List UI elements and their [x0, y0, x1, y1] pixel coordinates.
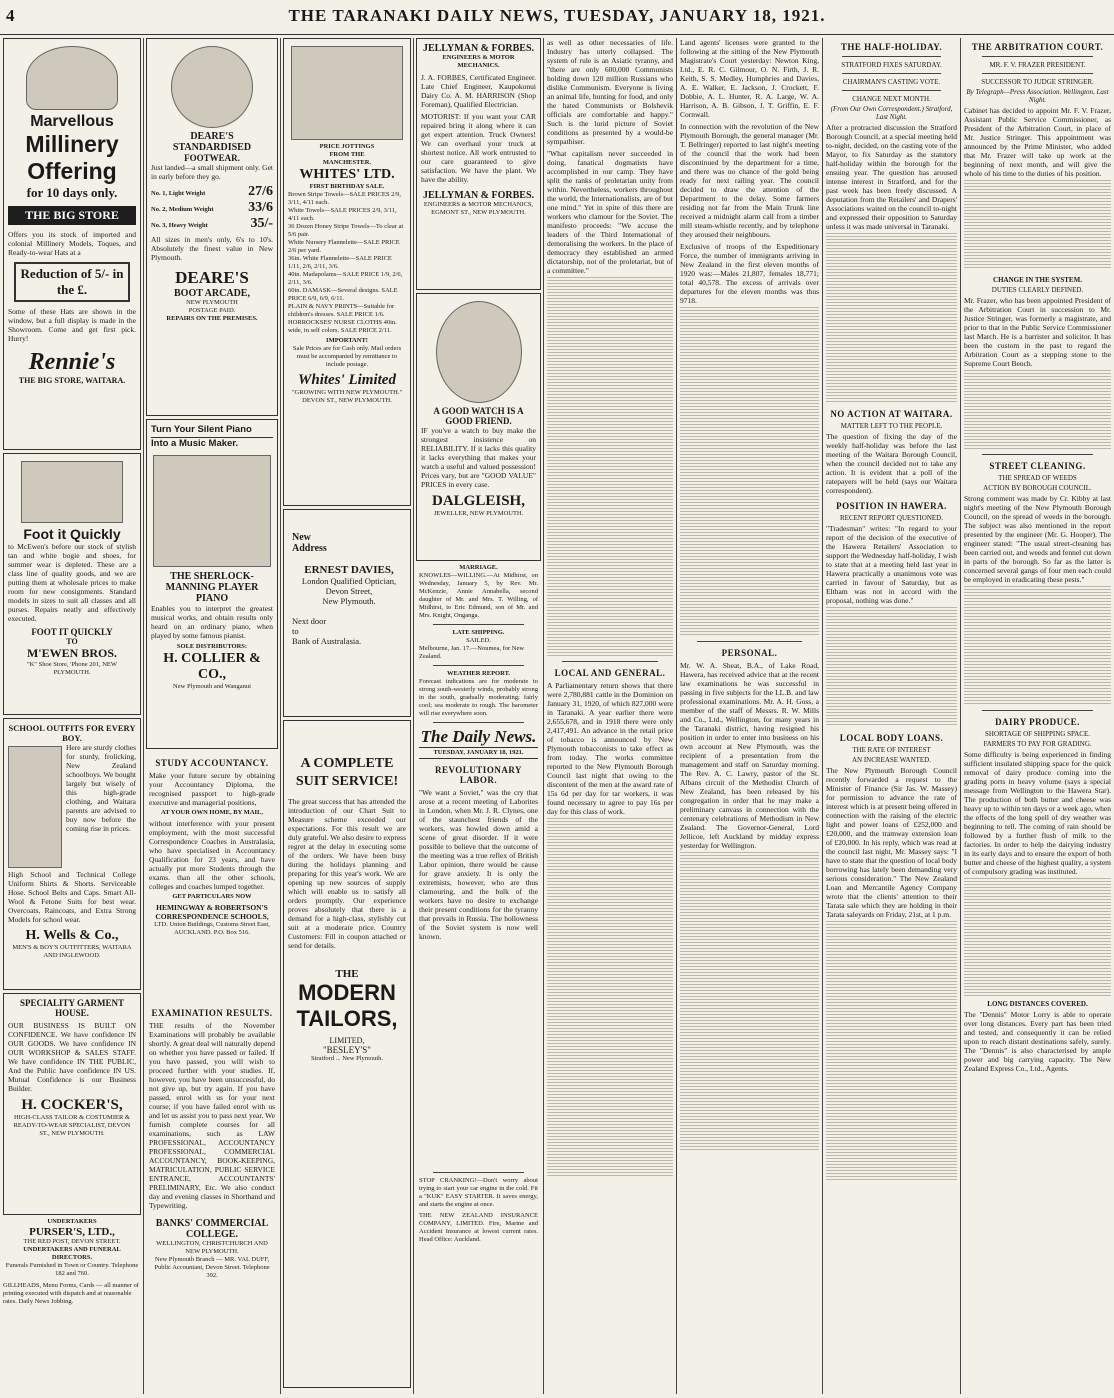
article-text: Mr. W. A. Sheat, B.A., of Lake Road, Hawera, has received advice that at the recent law examinations he was successful in passing in five subjects for the LL.B. and law professional examinations. Mr. A. H. Goss, a member of the staff of Messrs. R. W. Mills and Co., Ltd., Wellington, for many years in the Taranaki district, having resigned his position in order to enter into business on his own account at New Plymouth, was the recipient of a presentation from the management and staff on Saturday morning. The Rev. A. C. Lawry, pastor of the St. Albans circuit of the Methodist Church of New Zealand, has been released by his congregation in order that he may make a preliminary canvass in connection with the centenary celebrations of Methodism in New Zealand. The Governor-General, Lord Jellicoe, left Auckland by midday express yesterday for Wellington.: [680, 661, 819, 850]
article-text: The New Plymouth Borough Council recently forwarded a request to the Minister of Finance (Sir Jas. W. Massey) for permission to advance the rate of interest which is at present being offered in connection with the raising of the electric light and power loans of £252,000 and £20,000, and the tramway extension loan of £20,000. In his reply, which was read at the council last night, Mr. Massey says: "I have to state that the question of local body borrowing has lately been demanding very serious consideration." The New Zealand Loan and Mercantile Agency Company wrote that the clients' attention to their Tarata sale which they are holding in their Tarata saleyards on Friday, 21st, at 1 p.m.: [826, 766, 957, 919]
store-address: POSTAGE PAID.: [188, 307, 236, 314]
text-lines: [964, 180, 1111, 270]
subheading: MATTER LEFT TO THE PEOPLE.: [840, 422, 943, 430]
shoes-illustration: [21, 461, 123, 523]
column-rule: [676, 38, 677, 1394]
advert-body: OUR BUSINESS IS BUILT ON CONFIDENCE. We have confidence IN OUR GOODS. We have confidence IN OUR WORKSHOP & SALES STAFF. We have confidence IN THE PUBLIC, And the Public have confidence IN US. Mutual Confidence is our Business Builder.: [8, 1021, 136, 1093]
section-heading: PERSONAL.: [721, 648, 778, 658]
advert-headline: THE SHERLOCK-MANNING PLAYER PIANO: [165, 571, 259, 604]
suit-advert: [283, 720, 411, 1388]
dateline: By Telegraph—Press Association. Wellington, Last Night.: [966, 88, 1109, 104]
brand-name: HEMINGWAY & ROBERTSON'S CORRESPONDENCE SCHOOLS,: [155, 903, 269, 921]
price-row: No. 2, Medium Weight 33/6: [151, 200, 273, 215]
advert-headline: SCHOOL OUTFITS FOR EVERY BOY.: [8, 723, 136, 743]
advert-subline: IMPORTANT!: [326, 337, 368, 344]
advert-headline: STANDARDISED: [172, 142, 252, 153]
brand-name: BANKS' COMMERCIAL COLLEGE.: [155, 1218, 269, 1240]
piano-advert: [146, 419, 278, 749]
undertakers-advert: [3, 1218, 141, 1338]
store-address: MEN'S & BOY'S OUTFITTERS, WAITARA AND INGLEWOOD.: [12, 944, 132, 959]
article-text: After a protracted discussion the Stratford Borough Council, at a special meeting held to-night, decided, on the casting vote of the Mayor, to fix Saturday as the statutory half-holiday within the borough for the ensuing year. The question has aroused intense interest in Stratford, and for the past week has been freely discussed. A deputation from the Retailers' and Drapers' Associations waited on the council to-night and expressed their opposition to Saturday unless it was made universal in Taranaki.: [826, 123, 957, 231]
advert-subline: GET PARTICULARS NOW: [172, 893, 252, 900]
brand-name: DEARE'S: [175, 268, 249, 287]
divider: [433, 1172, 523, 1173]
editorial-body: "We want a Soviet," was the cry that arose at a recent meeting of Laborites in London, when Mr. J. R. Clynes, one of the staunchest friends of the workers, was howled down amid a scene of great disorder. If it were possible to believe that the outcome of the meeting was a true reflex of British Labor opinion, there would be cause for grave anxiety. It is only the extremists, however, who are thus clamouring, and the bulk of the workers have no desire to exchange their present conditions for the tyranny that prevails in Russia. The hollowness of the Soviet system is now well known.: [419, 788, 538, 941]
notice-subheading: SAILED.: [466, 637, 491, 644]
advert-subline: "BESLEY'S": [323, 1045, 371, 1055]
sale-item: 60in. DAMASK—Several designs. SALE PRICE 6/9, 6/9, 6/11.: [288, 287, 398, 302]
text-lines: [680, 852, 819, 1152]
store-address: "GROWING WITH NEW PLYMOUTH.": [291, 389, 403, 396]
subheading: THE RATE OF INTEREST: [852, 746, 931, 754]
advert-body: Some of these Hats are shown in the window, but a full display is made in the Showroom. Come and get first pick. Hurry!: [8, 307, 136, 343]
article-text: Strong comment was made by Cr. Kibby at last night's meeting of the New Plymouth Borough Council, on the spread of weeds in the borough. The subject was also mentioned in the report presented by the engineer (Mr. G. Hooper). The engineer stated: "The usual street-cleaning has been carried out, and weeds and fennel cut down in parts of the borough. So far as the latter is concerned several gangs of four men each could be employed in eradicating these pests.": [964, 494, 1111, 584]
brand-name: MODERN: [298, 980, 396, 1005]
store-address: HIGH-CLASS TAILOR & COSTUMIER & READY-TO-WEAR SPECIALIST, DEVON ST., NEW PLYMOUTH.: [13, 1114, 131, 1137]
article-text: Exclusive of troops of the Expeditionary Force, the number of immigrants arriving in New Zealand in the first eleven months of 1920 was:—Males 21,807, females 18,771; total 40,578. The excess of arrivals over departures for the eleven months was thus 9718.: [680, 242, 819, 305]
advert-headline: STUDY ACCOUNTANCY.: [155, 758, 269, 768]
store-address: ENGINEERS & MOTOR MECHANICS, EGMONT ST., NEW PLYMOUTH.: [423, 201, 534, 216]
advert-subline: for 10 days only.: [26, 185, 118, 200]
editorial-heading: REVOLUTIONARY LABOR.: [434, 765, 522, 785]
editorial-date: TUESDAY, JANUARY 18, 1921.: [419, 747, 538, 759]
store-address: to: [292, 626, 299, 636]
subheading: CHANGE NEXT MONTH.: [852, 95, 931, 103]
text-lines: [547, 818, 673, 1178]
store-address: New Plymouth.: [322, 596, 376, 606]
advert-list: High School and Technical College Uniform Shirts & Shorts. Serviceable Hose. School Belts and Caps. Smart All-Wool & Fetone Suits for best wear. Overcoats, Raincoats, and Extra Strong Models for school wear.: [8, 870, 136, 924]
piano-illustration: [153, 455, 271, 567]
boy-illustration: [8, 746, 62, 868]
hat-illustration: [26, 46, 118, 110]
advert-body: without interference with your present employment, with the most successful Correspondence Coaches in Australasia, who have specialised in Accountancy Qualification for 23 years, and have actually put more Students through the exams. than all the other schools, colleges and coaches lumped together.: [149, 819, 275, 891]
notice-heading: LATE SHIPPING.: [452, 629, 505, 636]
brand-name: Whites' Limited: [298, 372, 396, 388]
store-address: NEW PLYMOUTH: [186, 299, 238, 306]
sale-item: 36 Dozen Honey Stripe Towels—To clear at 5/6 pair.: [288, 223, 404, 238]
advert-headline: DEARE'S: [190, 131, 234, 142]
dateline: (From Our Own Correspondent.) Stratford, Last Night.: [830, 105, 953, 121]
column-rule: [413, 38, 414, 1394]
school-advert: [3, 718, 141, 990]
advert-body: Make your future secure by obtaining your Accountancy Diploma, the recognised passport to high-grade executive and managerial positions,: [149, 771, 275, 807]
subheading: ACTION BY BOROUGH COUNCIL.: [983, 484, 1092, 492]
advert-headline: Foot it Quickly: [23, 526, 121, 542]
sale-item: 40in. Madapolams—SALE PRICE 1/9, 2/6, 2/11, 3/6.: [288, 271, 403, 286]
subheading: THE SPREAD OF WEEDS: [998, 474, 1077, 482]
section-heading: NO ACTION AT WAITARA.: [830, 409, 953, 419]
text-lines: [680, 307, 819, 637]
store-address: JEWELLER, NEW PLYMOUTH.: [433, 510, 524, 517]
notice-body: Forecast indications are for moderate to strong south-westerly winds, probably strong in the south, gradually moderating; fairly cool; sea moderate to rough. The barometer will rise everywhere soon.: [419, 678, 538, 717]
article-text: The question of fixing the day of the weekly half-holiday was before the last meeting of the Waitara Borough Council, when the council decided not to take any action. It is evident that a poll of the ratepayers will be held (says our Waitara correspondent).: [826, 432, 957, 495]
advert-subline: BOOT ARCADE,: [174, 288, 250, 299]
brand-name: THE: [335, 968, 359, 980]
sale-item: White Nursery Flannelette—SALE PRICE 2/6 per yard.: [288, 239, 400, 254]
divider: [433, 722, 523, 723]
editorial-masthead: The Daily News.: [420, 727, 537, 746]
section-heading: LOCAL AND GENERAL.: [554, 668, 666, 678]
section-heading: THE ARBITRATION COURT.: [971, 42, 1104, 52]
brand-name: H. COCKER'S,: [21, 1097, 123, 1113]
advert-subline: FROM THE: [329, 151, 365, 158]
divider: [982, 56, 1094, 57]
advert-body: Just landed—a small shipment only. Get in early before they go.: [151, 163, 273, 181]
text-lines: [547, 277, 673, 657]
cocker-advert: [3, 993, 141, 1215]
masthead: [0, 0, 1114, 35]
article-text: Land agents' licenses were granted to the following at the sitting of the New Plymouth Magistrate's Court yesterday: Newton King, Ltd., E. R. C. Gilmour, O. N. Firth, J. R. Keith, S. S. Medley, Humphries and Davies, A. E. Walker, E. Jackson, J. Crockett, F. Dobbie, A. L. Hunter, R. A. Large, W. A. Harrison, A. B. Gibson, J. T. Griffin, E. F. Cornwall.: [680, 38, 819, 119]
bed-illustration: [291, 46, 403, 140]
divider: [982, 710, 1094, 711]
section-heading: STREET CLEANING.: [989, 461, 1086, 471]
advert-subline: London Qualified Optician,: [301, 576, 397, 586]
advert-headline: A GOOD WATCH IS A GOOD FRIEND.: [433, 406, 524, 426]
brand-name: TAILORS,: [296, 1006, 398, 1031]
brand-name: Rennie's: [28, 349, 116, 375]
subheading: AN INCREASE WANTED.: [851, 756, 931, 764]
advert-headline: A COMPLETE SUIT SERVICE!: [295, 756, 399, 789]
subheading: RECENT REPORT QUESTIONED.: [840, 514, 943, 522]
advert-headline: SPECIALITY GARMENT HOUSE.: [20, 998, 124, 1018]
column-2: [146, 38, 278, 1394]
sale-item: PLAIN & NAVY PRINTS—Suitable for children's dresses. SALE PRICE 1/6.: [288, 303, 395, 318]
column-rule: [960, 38, 961, 1394]
article-text: Some difficulty is being experienced in finding sufficient insulated shipping space for the quick removal of dairy produce coming into the grading ports in heavy volume (says a special message from Wellington to the Hawera Star). The production of both butter and cheese was heavy up to within ten days or a week ago, when the effects of the long spell of dry weather was beginning to tell. The coming of rain should be followed by a further flush of milk to the factories. In order to help the dairying industry in its early days and to ensure the export of both butter and cheese of the highest quality, a system of compulsory grading was instituted.: [964, 750, 1111, 876]
advert-body: to McEwen's before our stock of stylish tan and white bogie and shoes, for summer wear is depleted. These are a class line of quality goods, and we are putting them at wholesale prices to make room for new consignments. Standard models in sizes to suit all classes and all purses. Repairs neatly and effectively executed.: [8, 542, 136, 623]
advert-headline: Offering: [27, 158, 117, 184]
brand-name: H. COLLIER & CO.,: [163, 651, 261, 682]
notice-heading: WEATHER REPORT.: [446, 670, 511, 677]
sale-item: 36in. White Flannelette—SALE PRICE 1/11, 2/6, 2/11, 3/6.: [288, 255, 392, 270]
section-heading: DAIRY PRODUCE.: [995, 717, 1080, 727]
advert-subline: SOLE DISTRIBUTORS:: [176, 643, 248, 650]
advert-subline: LIMITED,: [329, 1036, 365, 1045]
column-7: [826, 38, 957, 1394]
text-lines: [964, 878, 1111, 998]
column-1: [3, 38, 141, 1394]
divider: [562, 661, 658, 662]
divider: [982, 73, 1094, 74]
subheading: SUCCESSOR TO JUDGE STRINGER.: [981, 78, 1094, 86]
advert-subline: PRICE JOTTINGS: [319, 143, 375, 150]
reduction-notice: Reduction of 5/- in the £.: [14, 262, 130, 302]
advert-headline: New: [292, 532, 311, 543]
article-text: In connection with the revolution of the New Plymouth Borough, the general manager (Mr. T. Bellringer) reported to last night's meeting of the council that the work had been discontinued by the department for a time, and there was no chance of the gold being ready for next railing year. The council decided to draw the attention of the Department to the delay. Some farmers residing not far from the Main Trunk line received a midnight alarm call from a timber mill steam-whistle recently, and by telephone they aroused their neighbours.: [680, 122, 819, 239]
brand-name: PURSER'S, LTD.,: [29, 1226, 115, 1238]
article-text: Mr. Frazer, who has been appointed President of the Arbitration Court in succession to Mr. Justice Stringer, was formerly a magistrate, and prior to that in the Public Service Commissioner last March. He is a barrister and solicitor. It has been the custom in the past to regard the Arbitration Court as a stepping stone to the Supreme Court Bench.: [964, 296, 1111, 368]
advert-body: THE results of the November Examinations will probably be available shortly. A great deal will naturally depend on whether you have passed or failed. If you have passed, you will wish to proceed further with your studies. If, however, you have been unsuccessful, do not give up, but try again. If you have passed, enrol with us for your next course; if you have failed enrol with us and let us assist you to pass next year. We furnish complete courses for all examinations, such as LAW PROFESSIONAL, ACCOUNTANCY PROFESSIONAL, COMMERCIAL ACCOUNTANCY, BOOK-KEEPING, MATRICULATION, PUBLIC SERVICE ENTRANCE, ACCOUNTANTS' PRELIMINARY, Etc. We also conduct day and evening classes in Shorthand and Typewriting.: [149, 1021, 275, 1210]
article-text: as well as other necessaries of life. Industry has utterly collapsed. The system of rule is an Asiatic tyranny, and "there are only 600,000 Communists holding down 120 million Russians who dislike Communism. Everyone is living an animal life, hunting for food, and only the hated Communists or Bolshevik officials are comfortable and happy." Such is the lurid picture of Soviet conditions as presented by a would-be sympathiser.: [547, 38, 673, 146]
text-lines: [826, 607, 957, 727]
watch-advert: [416, 293, 541, 561]
sale-item: White Towels—SALE PRICES 2/9, 3/11, 4/11 each.: [288, 207, 397, 222]
section-heading: THE HALF-HOLIDAY.: [840, 42, 943, 52]
whites-advert: [283, 38, 411, 506]
price-row: No. 1, Light Weight 27/6: [151, 184, 273, 199]
brand-name: JELLYMAN & FORBES.: [422, 43, 535, 54]
divider: [697, 641, 803, 642]
subheading: MR. F. V. FRAZER PRESIDENT.: [989, 61, 1086, 69]
article-text: "What capitalism never succeeded in doing, fanatical dogmatists have accomplished in our camp. They have split the ranks of proletarian unity from within. Nevertheless, workers throughout the world, the Internationalists, are of but one mind." Yet in spite of this there are workers who clamour for the Soviet. The manifesto proceeds: "We accuse the leaders of the Third International of demoralising the workers. In the place of democracy they established an armed dictatorship, not of the proletariat, but of a committee.": [547, 149, 673, 275]
advert-body: Sale Prices are for Cash only. Mail orders must be accompanied by remittance to include postage.: [292, 345, 402, 368]
store-address: Stratford ... New Plymouth.: [310, 1055, 384, 1062]
advert-body: J. A. FORBES, Certificated Engineer. Late Chief Engineer, Kaupokonui Dairy Co. A. M. HARRISON (Shop Foreman), Qualified Electrician.: [421, 73, 536, 109]
advert-body: Enables you to interpret the greatest musical works, and obtain results only heard on an ordinary piano, when played by some famous pianist.: [151, 604, 273, 640]
column-8: [964, 38, 1111, 1394]
advert-body: IF you've a watch to buy make the strongest insistence on RELIABILITY. If it lacks this quality it lacks everything that makes your watch a useful and valued possession! Prices vary, but are "GOOD VALUE" PRICES in every case.: [421, 426, 536, 489]
advert-body: All sizes in men's only, 6's to 10's. Absolutely the finest value in New Plymouth.: [151, 235, 273, 262]
brand-name: WHITES' LTD.: [299, 167, 395, 182]
advert-subline: FOOT IT QUICKLY: [31, 627, 113, 637]
advert-body: The great success that has attended the introduction of our Chart Suit to Measure scheme exceeded our expectations. For this result we are duly grateful. We also desire to express regret at the delay in executing some of the orders. We have been busy during the holidays planning and preparing for this year's work. We are opening up new sources of supply which will enable us to satisfy all orders promptly. Our experience proves absolutely that there is a demand for a high-class, stylishly cut suit at a moderate price. Country Customers: Fill in coupon attached or send for details.: [288, 797, 406, 950]
advert-body: MOTORIST: If you want your CAR repaired bring it along where it can get expert attention. Truck Owners! We can overhaul your truck at shortest notice. All work entrusted to our care guaranteed to give satisfaction. We have the plant. We have the ability.: [421, 112, 536, 184]
page-number: 4: [6, 6, 15, 25]
optician-advert: [283, 509, 411, 717]
subheading: CHAIRMAN'S CASTING VOTE.: [842, 78, 941, 86]
article-text: The "Dennis" Motor Lorry is able to operate over long distances. Every part has been tried and tested, and consequently it can be relied upon to reach distant destinations safely, surely. The "Dennis" is also characterised by ample power and big carrying capacity. The New Zealand Express Co., Ltd., Agents.: [964, 1010, 1111, 1073]
notice-body: Melbourne, Jan. 17.—Noumea, for New Zealand.: [419, 645, 525, 660]
divider: [433, 665, 523, 666]
subheading: CHANGE IN THE SYSTEM.: [993, 276, 1082, 284]
advert-headline: Marvellous: [30, 113, 114, 130]
newspaper-title: THE TARANAKI DAILY NEWS, TUESDAY, JANUARY 18, 1921.: [288, 6, 826, 25]
deare-advert: [146, 38, 278, 416]
exam-advert: [146, 1002, 278, 1388]
column-6: [680, 38, 819, 1394]
advert-headline: Address: [292, 543, 327, 554]
millinery-advert: [3, 38, 141, 450]
advert-headline: EXAMINATION RESULTS.: [151, 1008, 273, 1018]
section-heading: POSITION IN HAWERA.: [836, 501, 947, 511]
subheading: STRATFORD FIXES SATURDAY.: [841, 61, 942, 69]
advert-body: Offers you its stock of imported and colonial Millinery Models, Toques, and Ready-to-wear Hats at a: [8, 230, 136, 257]
column-4: [416, 38, 541, 1394]
store-banner: THE BIG STORE: [8, 206, 136, 225]
section-heading: LOCAL BODY LOANS.: [839, 733, 944, 743]
brand-name: M'EWEN BROS.: [26, 646, 117, 660]
foot-advert: [3, 453, 141, 715]
advert-headline: Millinery: [25, 131, 119, 157]
study-advert: [146, 752, 278, 1002]
advert-subline: FOOTWEAR.: [184, 153, 240, 163]
column-rule: [280, 38, 281, 1394]
section-label: UNDERTAKERS: [47, 1218, 97, 1225]
advert-subline: AT YOUR OWN HOME, BY MAIL,: [160, 809, 264, 816]
advert-subline: MANCHESTER.: [322, 159, 372, 166]
subheading: LONG DISTANCES COVERED.: [987, 1000, 1088, 1008]
article-text: A Parliamentary return shows that there were 2,780,881 cattle in the Dominion on January 31, 1920, of which 827,000 were in Taranaki. A year earlier there were 2,655,678, and in 1918 there were only 2,417,491. An advance in the retail price of tobacco is announced by New Plymouth tobacconists to take effect as from today. The works committee reported to the New Plymouth Borough Council last night that owing to the discontent of the men at the award rate of 15s 6d per day for tar workers, it was found necessary to agree to pay 16s per day for this class of work.: [547, 681, 673, 816]
store-address: Devon Street,: [325, 586, 373, 596]
store-address: DEVON ST., NEW PLYMOUTH.: [302, 397, 392, 404]
advert-subline: UNDERTAKERS AND FUNERAL DIRECTORS.: [23, 1246, 121, 1261]
store-address: THE RED POST, DEVON STREET.: [23, 1238, 121, 1245]
brand-name: ERNEST DAVIES,: [304, 564, 394, 576]
notice-body: KNOWLES—WILLING.—At Midhirst, on Wednesday, January 5, by Rev. Mr. McKenzie, Annie Annabella, second daughter of Mr. and Mrs. T. Willing, of Midhirst, to Eric Edmund, son of Mr. and Mrs. Knight, Onganga.: [419, 572, 538, 619]
subheading: SHORTAGE OF SHIPPING SPACE.: [985, 730, 1090, 738]
store-address: Bank of Australasia.: [292, 636, 362, 646]
notice-heading: MARRIAGE.: [459, 564, 498, 571]
column-3: [283, 38, 411, 1394]
advert-subline: TO: [66, 637, 78, 646]
text-lines: [826, 233, 957, 403]
store-address: WELLINGTON, CHRISTCHURCH AND NEW PLYMOUTH.: [156, 1240, 268, 1255]
divider: [433, 624, 523, 625]
column-5: [547, 38, 673, 1394]
store-address: "K" Shoe Store, 'Phone 201, NEW PLYMOUTH.: [26, 661, 118, 676]
jellyman-advert: [416, 38, 541, 290]
store-address: LTD. Union Buildings, Customs Street East, AUCKLAND. P.O. Box 516.: [154, 921, 270, 936]
price-row: No. 3, Heavy Weight 35/-: [151, 216, 273, 231]
sale-item: Brown Stripe Towels—SALE PRICES 2/9, 3/11, 4/11 each.: [288, 191, 402, 206]
watch-illustration: [436, 301, 522, 403]
classified-notice: GILLHEADS, Menu Forms, Cards — all manner of printing executed with dispatch and at reasonable rates. Daily News Jobbing.: [3, 1282, 139, 1305]
text-lines: [964, 586, 1111, 706]
text-lines: [964, 370, 1111, 450]
divider: [842, 56, 942, 57]
advert-subline: FIRST BIRTHDAY SALE.: [309, 183, 385, 190]
brand-name: H. Wells & Co.,: [25, 928, 119, 943]
store-address: Next door: [292, 616, 327, 626]
column-rule: [822, 38, 823, 1394]
notices: [416, 564, 541, 1244]
store-address: THE BIG STORE, WAITARA.: [18, 376, 126, 385]
column-rule: [543, 38, 544, 1394]
brand-name: JELLYMAN & FORBES.: [422, 190, 535, 201]
classified-notice: THE NEW ZEALAND INSURANCE COMPANY, LIMITED. Fire, Marine and Accident Insurance at lowest current rates. Head Office: Auckland.: [419, 1212, 538, 1243]
divider: [842, 73, 942, 74]
sale-item: HORROCKSES' NURSE CLOTHS 40in. wide, in self colors. SALE PRICE 2/11.: [288, 319, 397, 334]
advert-subline: ENGINEERS & MOTOR MECHANICS.: [442, 54, 515, 69]
article-text: Cabinet has decided to appoint Mr. F. V. Frazer, Assistant Public Service Commissioner, as President of the Arbitration Court, in place of Mr. Justice Stringer. This appointment was announced by the Prime Minister, who added that Mr. Frazer will take up work at the beginning of next month, and will give the whole of his time to the duties of his position.: [964, 106, 1111, 178]
advert-headline: Into a Music Maker.: [151, 438, 239, 449]
subheading: DUTIES CLEARLY DEFINED.: [991, 286, 1084, 294]
store-address: New Plymouth and Wanganui: [173, 683, 251, 690]
advert-body: Here are sturdy clothes for sturdy, frolicking, New Zealand schoolboys. We bought largely but wisely of this high-grade clothing, and Waitara parents are advised to buy now before the coming rise in prices.: [66, 743, 136, 833]
advert-headline: Turn Your Silent Piano: [151, 424, 273, 438]
divider: [842, 90, 942, 91]
classified-notice: STOP CRANKING!—Don't worry about trying to start your car engine in the cold. Fit a "KUK" EASY STARTER. It saves energy, and starts the engine at once.: [419, 1177, 538, 1208]
divider: [982, 454, 1094, 455]
column-rule: [143, 38, 144, 1394]
text-lines: [826, 921, 957, 1181]
article-text: "Tradesman" writes: "In regard to your report of the decision of the executive of the Hawera Retailers' Association to support the Wednesday half-holiday, I wish to state that at a meeting held last year in Hawera practically a unanimous vote was carried in favour of Saturday, but as Eltham was not in accord with the proposal, nothing was done.": [826, 524, 957, 605]
store-address: New Plymouth Branch — MR. VAL DUFF, Public Accountant, Devon Street. Telephone 392.: [154, 1256, 270, 1279]
face-illustration: [171, 46, 253, 128]
brand-name: DALGLEISH,: [432, 493, 525, 509]
advert-body: Funerals Furnished in Town or Country. Telephone 182 and 760.: [5, 1262, 139, 1277]
store-address: REPAIRS ON THE PREMISES.: [166, 315, 258, 322]
subheading: FARMERS TO PAY FOR GRADING.: [983, 740, 1092, 748]
